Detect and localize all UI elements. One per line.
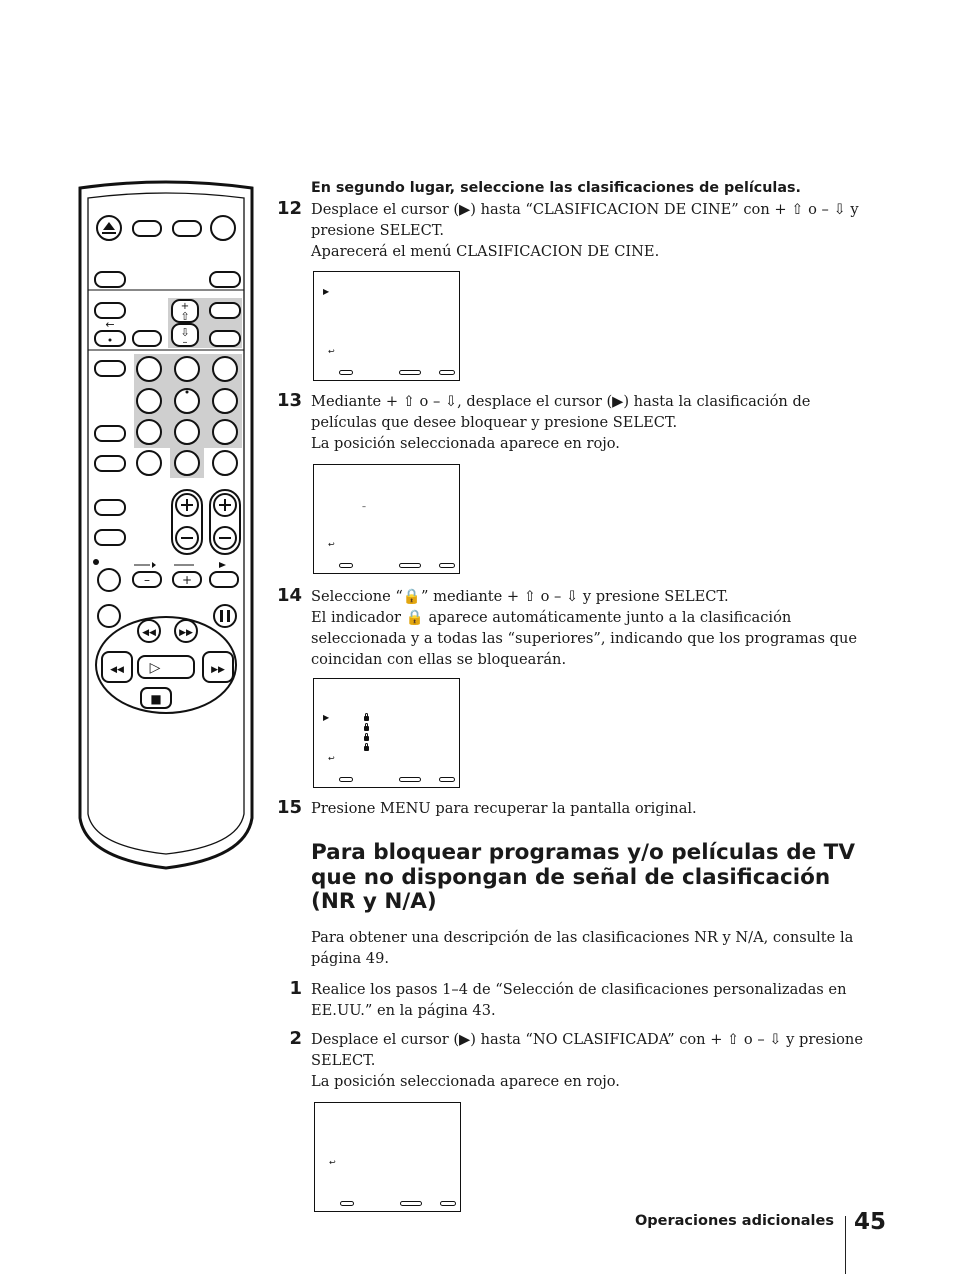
svg-text:+: + bbox=[181, 573, 193, 587]
svg-text:◀◀: ◀◀ bbox=[142, 628, 156, 638]
footer-section-title: Operaciones adicionales bbox=[634, 1213, 834, 1229]
tv-screen-3: ▶ ↩ bbox=[313, 678, 460, 788]
step-text: Realice los pasos 1–4 de “Selección de clasificaciones personalizadas en EE.UU.” en la página 43. bbox=[311, 981, 847, 1019]
step-text: Mediante + ⇧ o – ⇩, desplace el cursor (▶) hasta la clasificación de películas que desee bloquear y presione SELECT. La posición seleccionada aparece en rojo. bbox=[311, 393, 811, 452]
svg-text:▷: ▷ bbox=[149, 660, 161, 676]
step-text: Presione MENU para recuperar la pantalla original. bbox=[311, 800, 697, 817]
tv-screen-2: – ↩ bbox=[313, 464, 460, 574]
svg-text:■: ■ bbox=[150, 692, 162, 706]
step-text: Seleccione “🔒” mediante + ⇧ o – ⇩ y presione SELECT. El indicador 🔒 aparece automáticamente junto a la clasificación seleccionada y a todas las “superiores”, indicando que los programas que coincidan con ellas se bloquearán. bbox=[311, 588, 858, 668]
step-number: 15 bbox=[276, 797, 302, 818]
lock-icon bbox=[364, 726, 369, 731]
step-number: 12 bbox=[276, 198, 302, 219]
tv-screen-4: ↩ bbox=[314, 1102, 461, 1212]
intro-heading: En segundo lugar, seleccione las clasificaciones de películas. bbox=[311, 180, 801, 196]
pause-button bbox=[214, 605, 236, 627]
step-number: 2 bbox=[289, 1028, 302, 1049]
play-button bbox=[138, 656, 194, 678]
page-number: 45 bbox=[854, 1209, 887, 1235]
lock-icon bbox=[364, 736, 369, 741]
step-number: 14 bbox=[276, 585, 302, 606]
svg-text:▶▶: ▶▶ bbox=[211, 665, 225, 675]
step-text: Desplace el cursor (▶) hasta “NO CLASIFICADA” con + ⇧ o – ⇩ y presione SELECT. La posición seleccionada aparece en rojo. bbox=[311, 1031, 863, 1090]
remote-control bbox=[76, 178, 258, 870]
section-intro: Para obtener una descripción de las clasificaciones NR y N/A, consulte la página 49. bbox=[311, 929, 854, 967]
svg-text:▶▶: ▶▶ bbox=[179, 628, 193, 638]
svg-text:+: + bbox=[180, 301, 190, 312]
svg-text:⇩: ⇩ bbox=[180, 326, 190, 339]
svg-text:–: – bbox=[182, 337, 188, 348]
lock-icon bbox=[364, 716, 369, 721]
back-arrow-label: ← bbox=[105, 318, 115, 331]
svg-text:⇧: ⇧ bbox=[180, 310, 190, 323]
footer-divider bbox=[845, 1216, 846, 1274]
lock-icon bbox=[364, 746, 369, 751]
step-text: Desplace el cursor (▶) hasta “CLASIFICACION DE CINE” con + ⇧ o – ⇩ y presione SELECT. Aparecerá el menú CLASIFICACION DE CINE. bbox=[311, 201, 859, 260]
step-number: 1 bbox=[289, 978, 302, 999]
svg-text:◀◀: ◀◀ bbox=[110, 665, 124, 675]
step-number: 13 bbox=[276, 390, 302, 411]
remote-illustration bbox=[76, 178, 258, 870]
svg-text:–: – bbox=[144, 573, 150, 587]
section-heading: Para bloquear programas y/o películas de TV que no dispongan de señal de clasificación (NR y N/A) bbox=[311, 840, 855, 914]
tv-screen-1: ▶ ↩ bbox=[313, 271, 460, 381]
